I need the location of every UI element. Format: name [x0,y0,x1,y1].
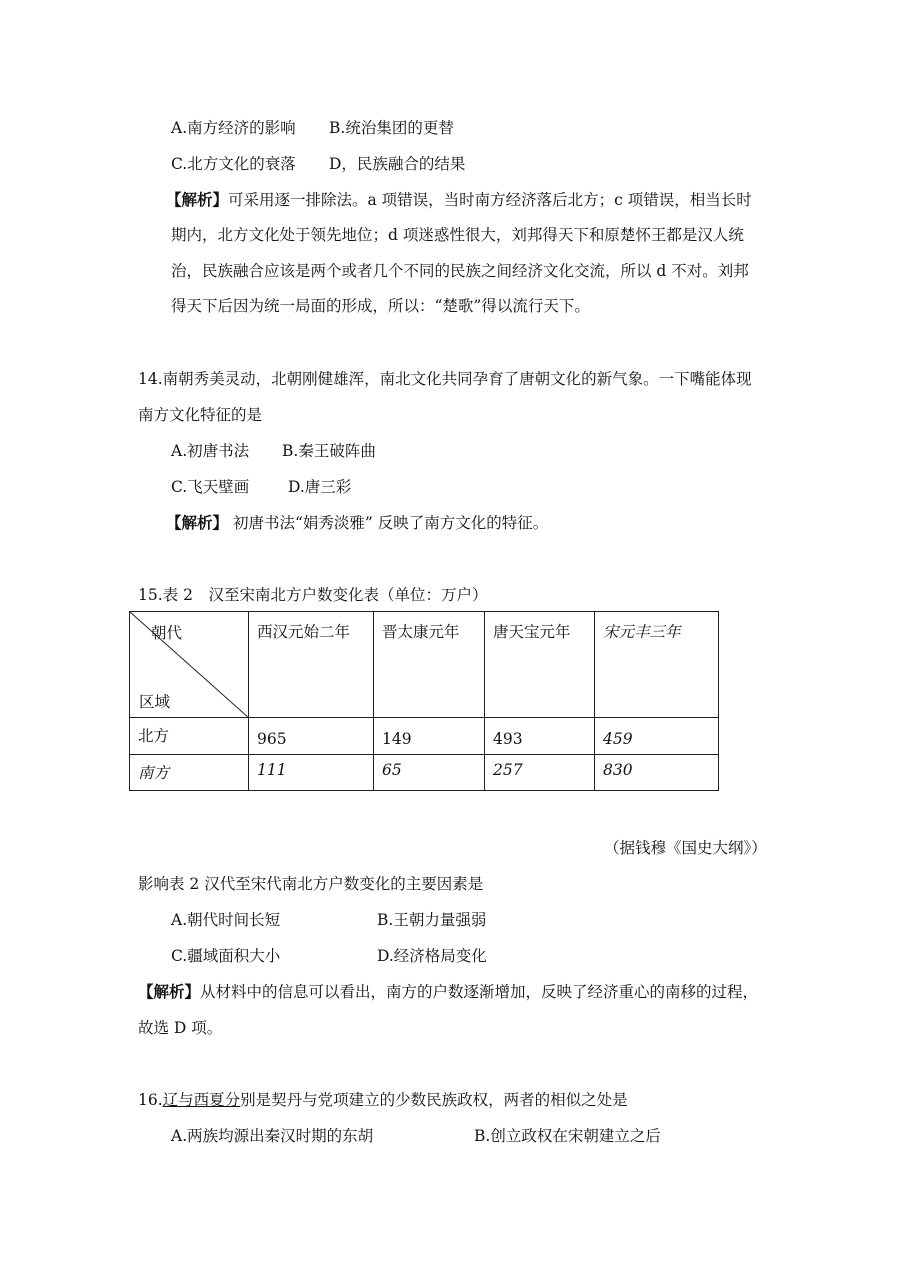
q13-option-d: D，民族融合的结果 [329,155,466,173]
q16-stem-rest: 别是契丹与党项建立的少数民族政权，两者的相似之处是 [240,1091,628,1109]
table-cell: 459 [595,718,719,755]
q16-number: 16. [138,1091,163,1109]
q15-option-c: C.疆域面积大小 [171,947,281,965]
corner-region-label: 区域 [139,693,171,711]
q14-stem-line-1: 14.南朝秀美灵动，北朝刚健雄浑，南北文化共同孕育了唐朝文化的新气象。一下嘴能体现 [138,370,752,388]
column-header: 宋元丰三年 [595,612,719,718]
row-label: 北方 [130,718,249,755]
table-cell: 830 [595,755,719,791]
column-header: 西汉元始二年 [249,612,374,718]
q15-stem: 影响表 2 汉代至宋代南北方户数变化的主要因素是 [138,875,484,893]
q14-option-c: C.飞天壁画 [171,478,250,496]
corner-dynasty-label: 朝代 [151,624,183,642]
q15-analysis-text-1: 从材料中的信息可以看出，南方的户数逐渐增加，反映了经济重心的南移的过程， [200,983,759,1001]
table-cell: 149 [374,718,485,755]
q15-option-a: A.朝代时间长短 [171,911,281,929]
q13-analysis-line-3: 治，民族融合应该是两个或者几个不同的民族之间经济文化交流，所以 d 不对。刘邦 [171,262,749,280]
q14-option-a: A.初唐书法 [171,442,250,460]
q16-option-b: B.创立政权在宋朝建立之后 [474,1127,661,1145]
q13-option-a: A.南方经济的影响 [171,119,296,137]
table-cell: 493 [485,718,595,755]
row-label: 南方 [130,755,249,791]
table-cell: 257 [485,755,595,791]
q15-analysis-line-2: 故选 D 项。 [138,1019,223,1037]
q13-analysis-label: 【解析】 [166,190,229,209]
q13-analysis-line-4: 得天下后因为统一局面的形成，所以：“楚歌”得以流行天下。 [171,297,590,315]
column-header: 晋太康元年 [374,612,485,718]
table-row [130,718,719,755]
q15-option-d: D.经济格局变化 [377,947,487,965]
table-cell: 965 [249,718,374,755]
q13-option-c: C.北方文化的衰落 [171,155,296,173]
q14-option-d: D.唐三彩 [288,478,352,496]
q16-stem-underlined: 辽与西夏分 [162,1091,241,1109]
q13-analysis-text-1: 可采用逐一排除法。a 项错误，当时南方经济落后北方；c 项错误，相当长时 [228,191,752,209]
q13-option-b: B.统治集团的更替 [329,119,454,137]
table-corner-cell [130,612,249,718]
table-header-row [130,612,719,718]
q15-analysis-line-1 [138,981,758,1003]
q14-stem-line-2: 南方文化特征的是 [138,406,263,424]
q15-analysis-label: 【解析】 [138,982,201,1001]
q14-option-b: B.秦王破阵曲 [282,442,376,460]
q16-stem [138,1089,628,1111]
household-table [129,611,719,791]
q13-analysis-line-1 [166,189,752,211]
q14-analysis-label: 【解析】 [166,513,229,532]
q16-option-a: A.两族均源出秦汉时期的东胡 [171,1127,374,1145]
q14-analysis-text: 初唐书法“娟秀淡雅” 反映了南方文化的特征。 [228,514,549,532]
table-cell: 111 [249,755,374,791]
q15-caption: 15.表 2 汉至宋南北方户数变化表（单位：万户） [138,586,488,604]
q15-source: （据钱穆《国史大纲》） [604,839,767,857]
column-header: 唐天宝元年 [485,612,595,718]
q14-analysis [166,512,548,534]
q15-option-b: B.王朝力量强弱 [377,911,487,929]
q13-analysis-line-2: 期内，北方文化处于领先地位；d 项迷惑性很大，刘邦得天下和原楚怀王都是汉人统 [171,226,744,244]
table-cell: 65 [374,755,485,791]
table-row [130,755,719,791]
